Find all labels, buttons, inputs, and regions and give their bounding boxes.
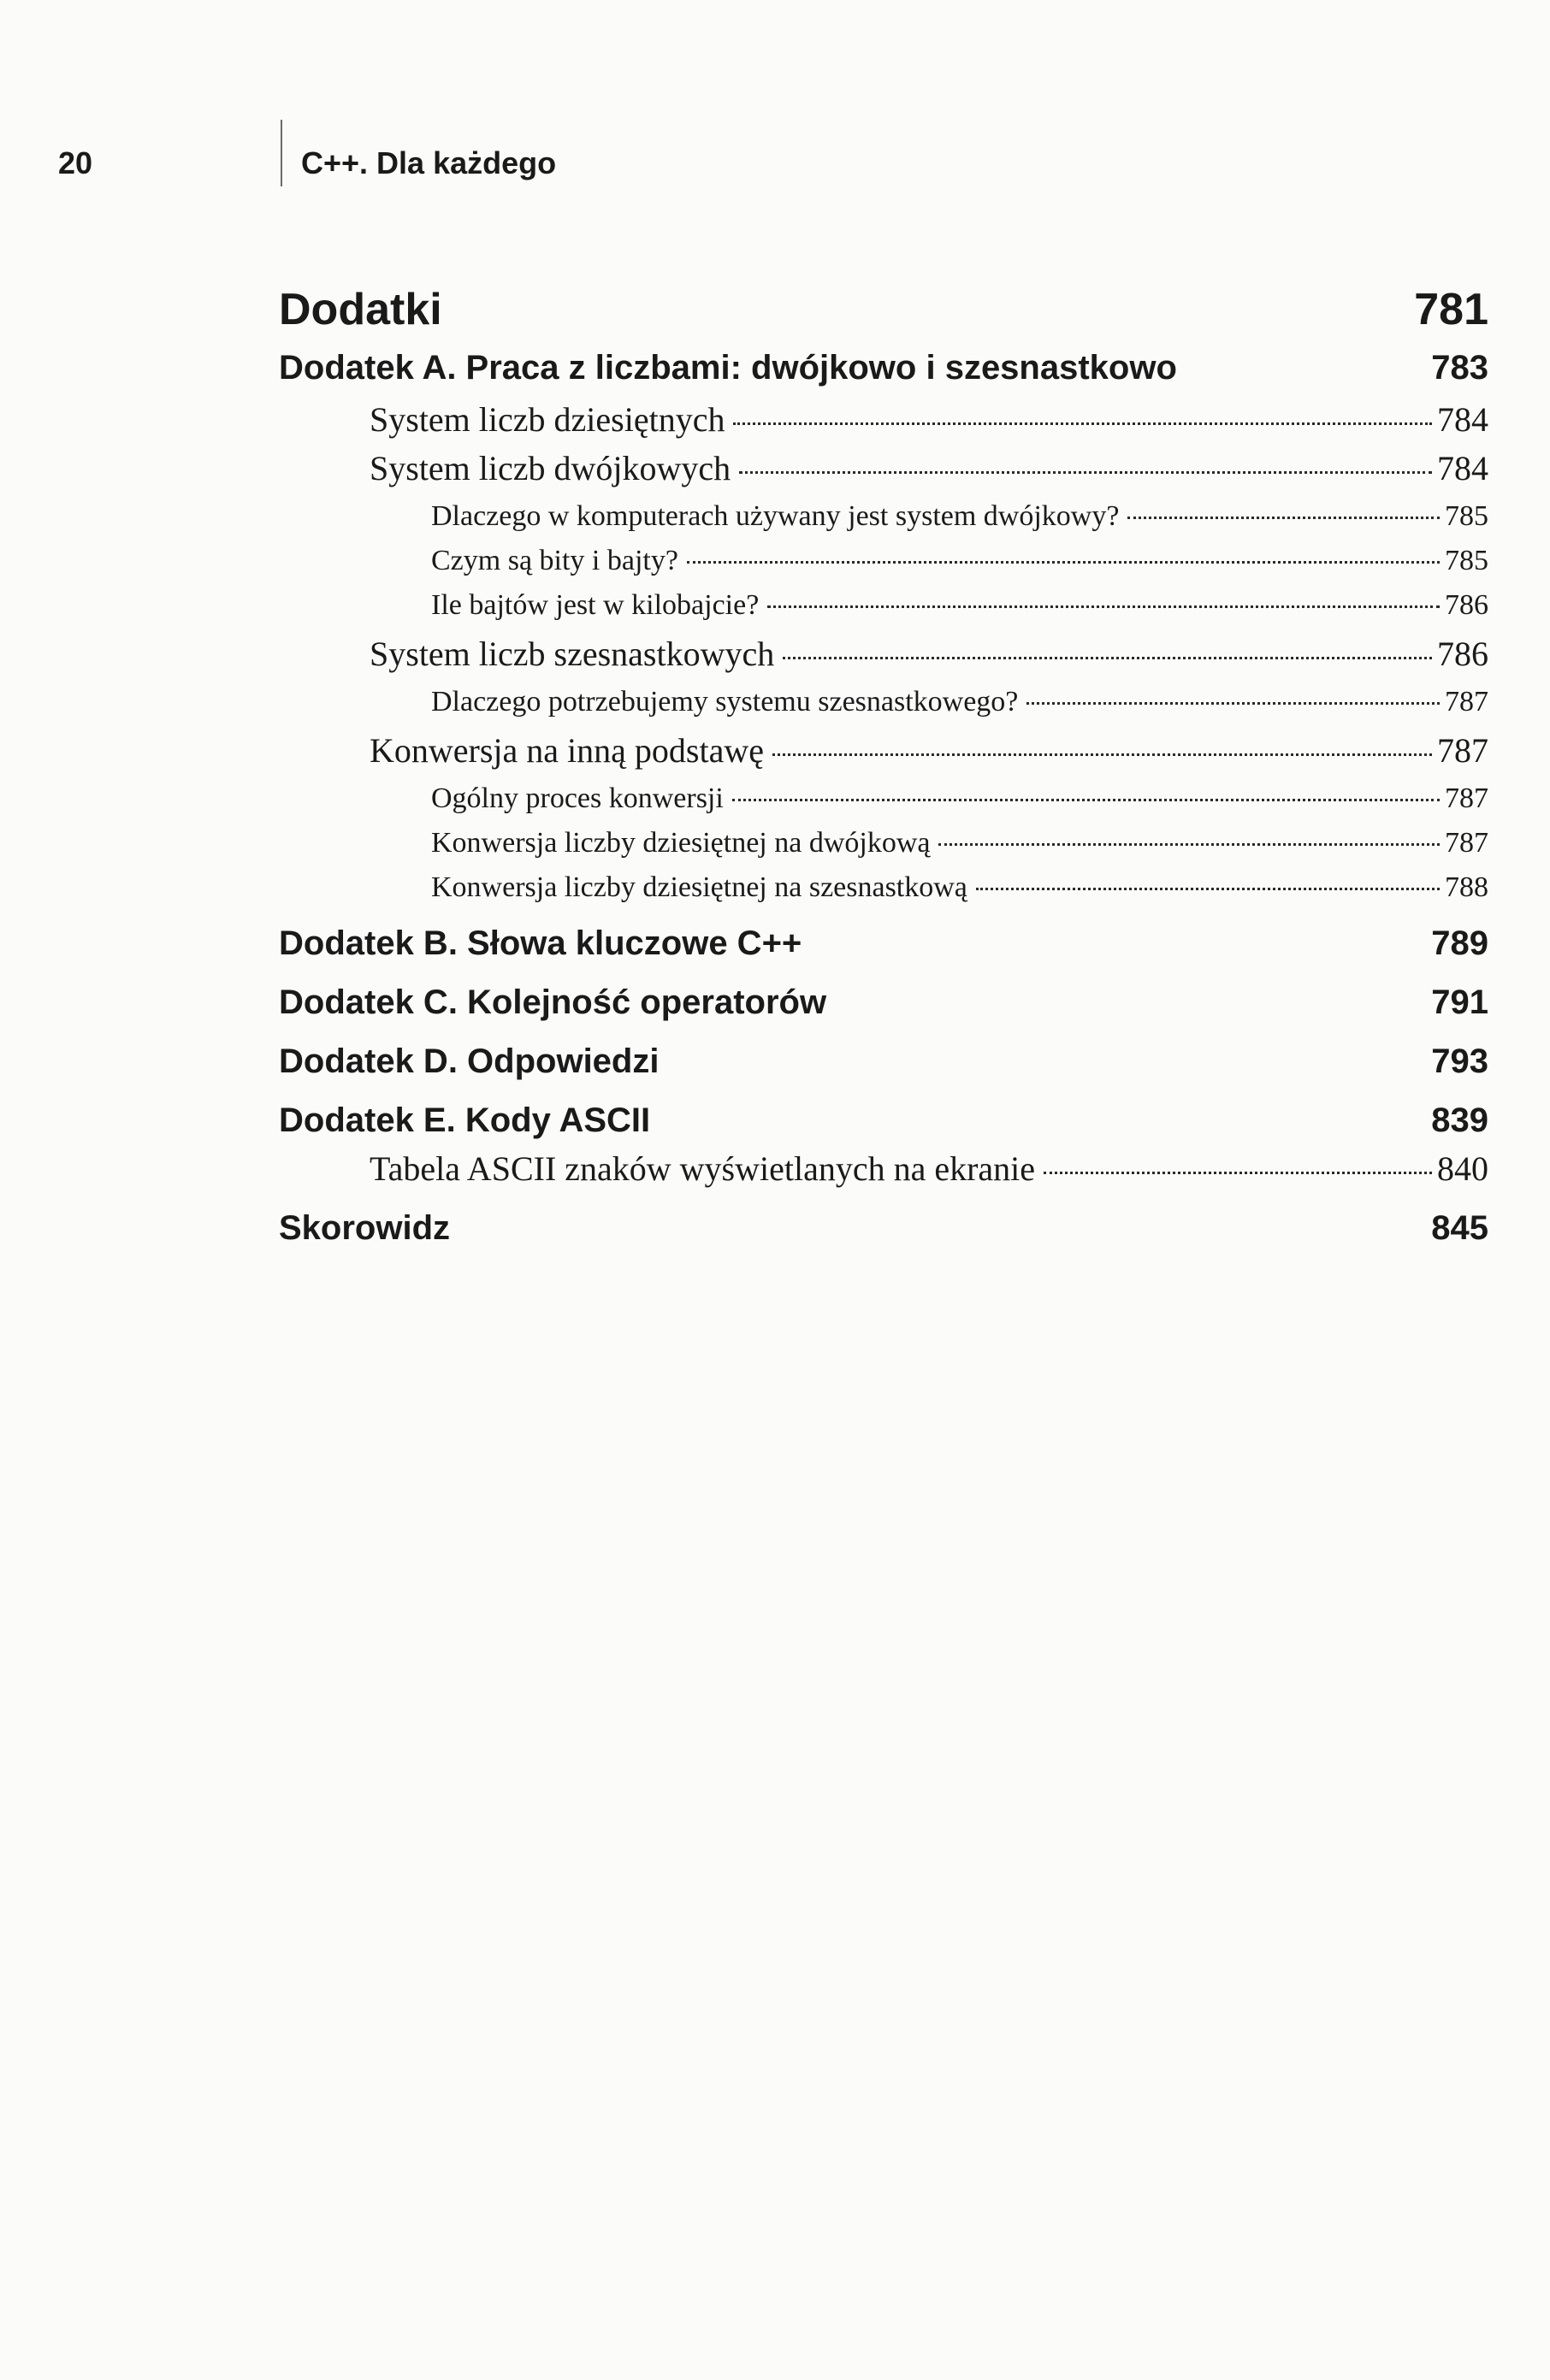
toc-subsection-page: 785 [1445,500,1488,532]
toc-index [279,1209,1488,1248]
toc-appendix-e [279,1101,1488,1140]
toc-section-title: System liczb dziesiętnych [370,400,725,439]
dot-leader [772,753,1432,756]
toc-part-dodatki [279,284,1488,335]
toc-subsection-title: Ogólny proces konwersji [431,783,724,814]
toc-section-page: 840 [1437,1149,1488,1188]
toc-subsection-title: Konwersja liczby dziesiętnej na dwójkową [431,827,931,859]
toc-appendix-page: 789 [1431,924,1488,962]
toc-subsection [279,589,1488,622]
dot-leader [783,657,1432,659]
dot-leader [687,561,1440,564]
dot-leader [739,471,1432,474]
toc-appendix-title: Dodatek B. Słowa kluczowe C++ [279,924,802,962]
toc-appendix-page: 839 [1431,1101,1488,1139]
toc-section-title: Konwersja na inną podstawę [370,731,764,770]
table-of-contents [279,284,1488,1268]
toc-section-page: 786 [1437,635,1488,673]
toc-subsection-title: Konwersja liczby dziesiętnej na szesnastkową [431,871,967,903]
toc-subsection-page: 787 [1445,827,1488,859]
toc-subsection-page: 785 [1445,545,1488,576]
dot-leader [976,888,1440,890]
toc-section-title: Tabela ASCII znaków wyświetlanych na ekranie [370,1149,1036,1188]
toc-appendix-d [279,1042,1488,1081]
toc-section [279,448,1488,488]
running-title: C++. Dla każdego [301,145,557,180]
dot-leader [1127,517,1440,519]
toc-subsection [279,827,1488,859]
toc-section-title: System liczb szesnastkowych [370,635,775,673]
toc-subsection-title: Dlaczego potrzebujemy systemu szesnastkowego? [431,686,1019,718]
toc-section [279,634,1488,674]
dot-leader [733,422,1432,425]
toc-appendix-page: 783 [1431,349,1488,387]
toc-appendix-title: Dodatek A. Praca z liczbami: dwójkowo i szesnastkowo [279,349,1177,387]
toc-section-page: 784 [1437,400,1488,439]
toc-index-page: 845 [1431,1209,1488,1247]
dot-leader [1026,702,1440,705]
toc-section-page: 784 [1437,449,1488,487]
toc-subsection [279,871,1488,904]
toc-appendix-title: Dodatek C. Kolejność operatorów [279,983,827,1021]
toc-appendix-title: Dodatek E. Kody ASCII [279,1101,651,1139]
toc-subsection-title: Ile bajtów jest w kilobajcie? [431,589,760,621]
dot-leader [1044,1172,1432,1174]
toc-subsection-page: 787 [1445,686,1488,718]
toc-appendix-b [279,924,1488,963]
toc-subsection-title: Czym są bity i bajty? [431,545,678,576]
toc-section-page: 787 [1437,731,1488,770]
toc-subsection [279,500,1488,533]
dot-leader [732,799,1440,801]
dot-leader [767,605,1440,608]
toc-appendix-title: Dodatek D. Odpowiedzi [279,1042,660,1080]
toc-subsection-page: 788 [1445,871,1488,903]
page-number: 20 [58,145,93,180]
toc-part-title: Dodatki [279,285,442,334]
toc-subsection-title: Dlaczego w komputerach używany jest system dwójkowy? [431,500,1120,532]
toc-subsection [279,686,1488,718]
toc-appendix-c [279,983,1488,1022]
toc-subsection-page: 787 [1445,783,1488,814]
toc-appendix-page: 793 [1431,1042,1488,1080]
toc-appendix-a [279,349,1488,387]
toc-part-page: 781 [1414,285,1488,334]
toc-appendix-page: 791 [1431,983,1488,1021]
toc-section [279,399,1488,440]
dot-leader [938,843,1440,846]
toc-subsection [279,783,1488,815]
toc-section-title: System liczb dwójkowych [370,449,731,487]
toc-subsection-page: 786 [1445,589,1488,621]
toc-section [279,1149,1488,1189]
toc-subsection [279,545,1488,577]
header-divider [281,120,282,186]
page-header [0,120,1550,188]
toc-index-title: Skorowidz [279,1209,451,1247]
toc-section [279,730,1488,771]
